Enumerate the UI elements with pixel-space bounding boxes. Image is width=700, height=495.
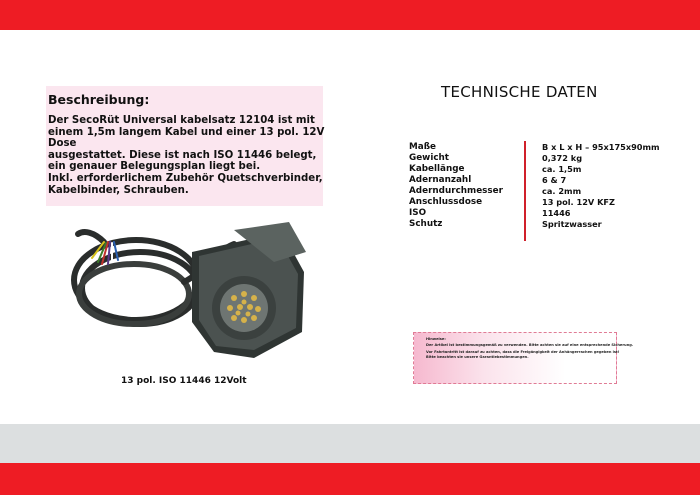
spec-value: B x L x H – 95x175x90mm (542, 142, 660, 152)
tech-data-title: TECHNISCHE DATEN (441, 83, 598, 101)
note-heading: Hinweise: (426, 337, 446, 341)
product-image (64, 212, 314, 372)
spec-value: 11446 (542, 208, 571, 218)
note-box (413, 332, 634, 384)
spec-label: Gewicht (409, 153, 450, 163)
spec-value: 0,372 kg (542, 153, 583, 163)
description-box (46, 86, 323, 206)
spec-value: 6 & 7 (542, 175, 567, 185)
spec-label: ISO (409, 208, 427, 218)
footer-grey-bar (0, 424, 700, 463)
spec-value: Spritzwasser (542, 219, 602, 229)
spec-label: Anschlussdose (409, 197, 483, 207)
image-caption: 13 pol. ISO 11446 12Volt (121, 376, 247, 386)
spec-label: Aderndurchmesser (409, 186, 503, 196)
spec-row (409, 219, 669, 231)
description-text: Der SecoRüt Universal kabelsatz 12104 ist mit einem 1,5m langem Kabel und einer 13 pol. 12V Dose ausgestattet. Diese ist nach ISO 11446 belegt, ein genauer Belegungsplan liegt bei. Inkl. erforderlichem Zubehör Quetschverbinder, Kabelbinder, Schrauben. (48, 115, 325, 196)
spec-label: Kabellänge (409, 164, 465, 174)
spec-value: ca. 2mm (542, 186, 582, 196)
note-line: Vor Fahrtantritt ist darauf zu achten, dass die Freigängigkeit der Anhängerrachen gegeben ist! (426, 350, 620, 354)
spec-divider (524, 141, 526, 241)
description-title: Beschreibung: (48, 92, 150, 107)
spec-value: 13 pol. 12V KFZ (542, 197, 615, 207)
top-red-bar (0, 0, 700, 30)
spec-value: ca. 1,5m (542, 164, 582, 174)
note-line: Bitte beachten sie unsere Garantiebestimmungen. (426, 355, 529, 359)
note-line: Der Artikel ist bestimmungsgemäß zu verwenden. Bitte achten sie auf eine entsprechende Sicherung. (426, 343, 634, 347)
bottom-red-bar (0, 463, 700, 495)
spec-label: Adernanzahl (409, 175, 472, 185)
spec-label: Maße (409, 142, 436, 152)
spec-label: Schutz (409, 219, 443, 229)
